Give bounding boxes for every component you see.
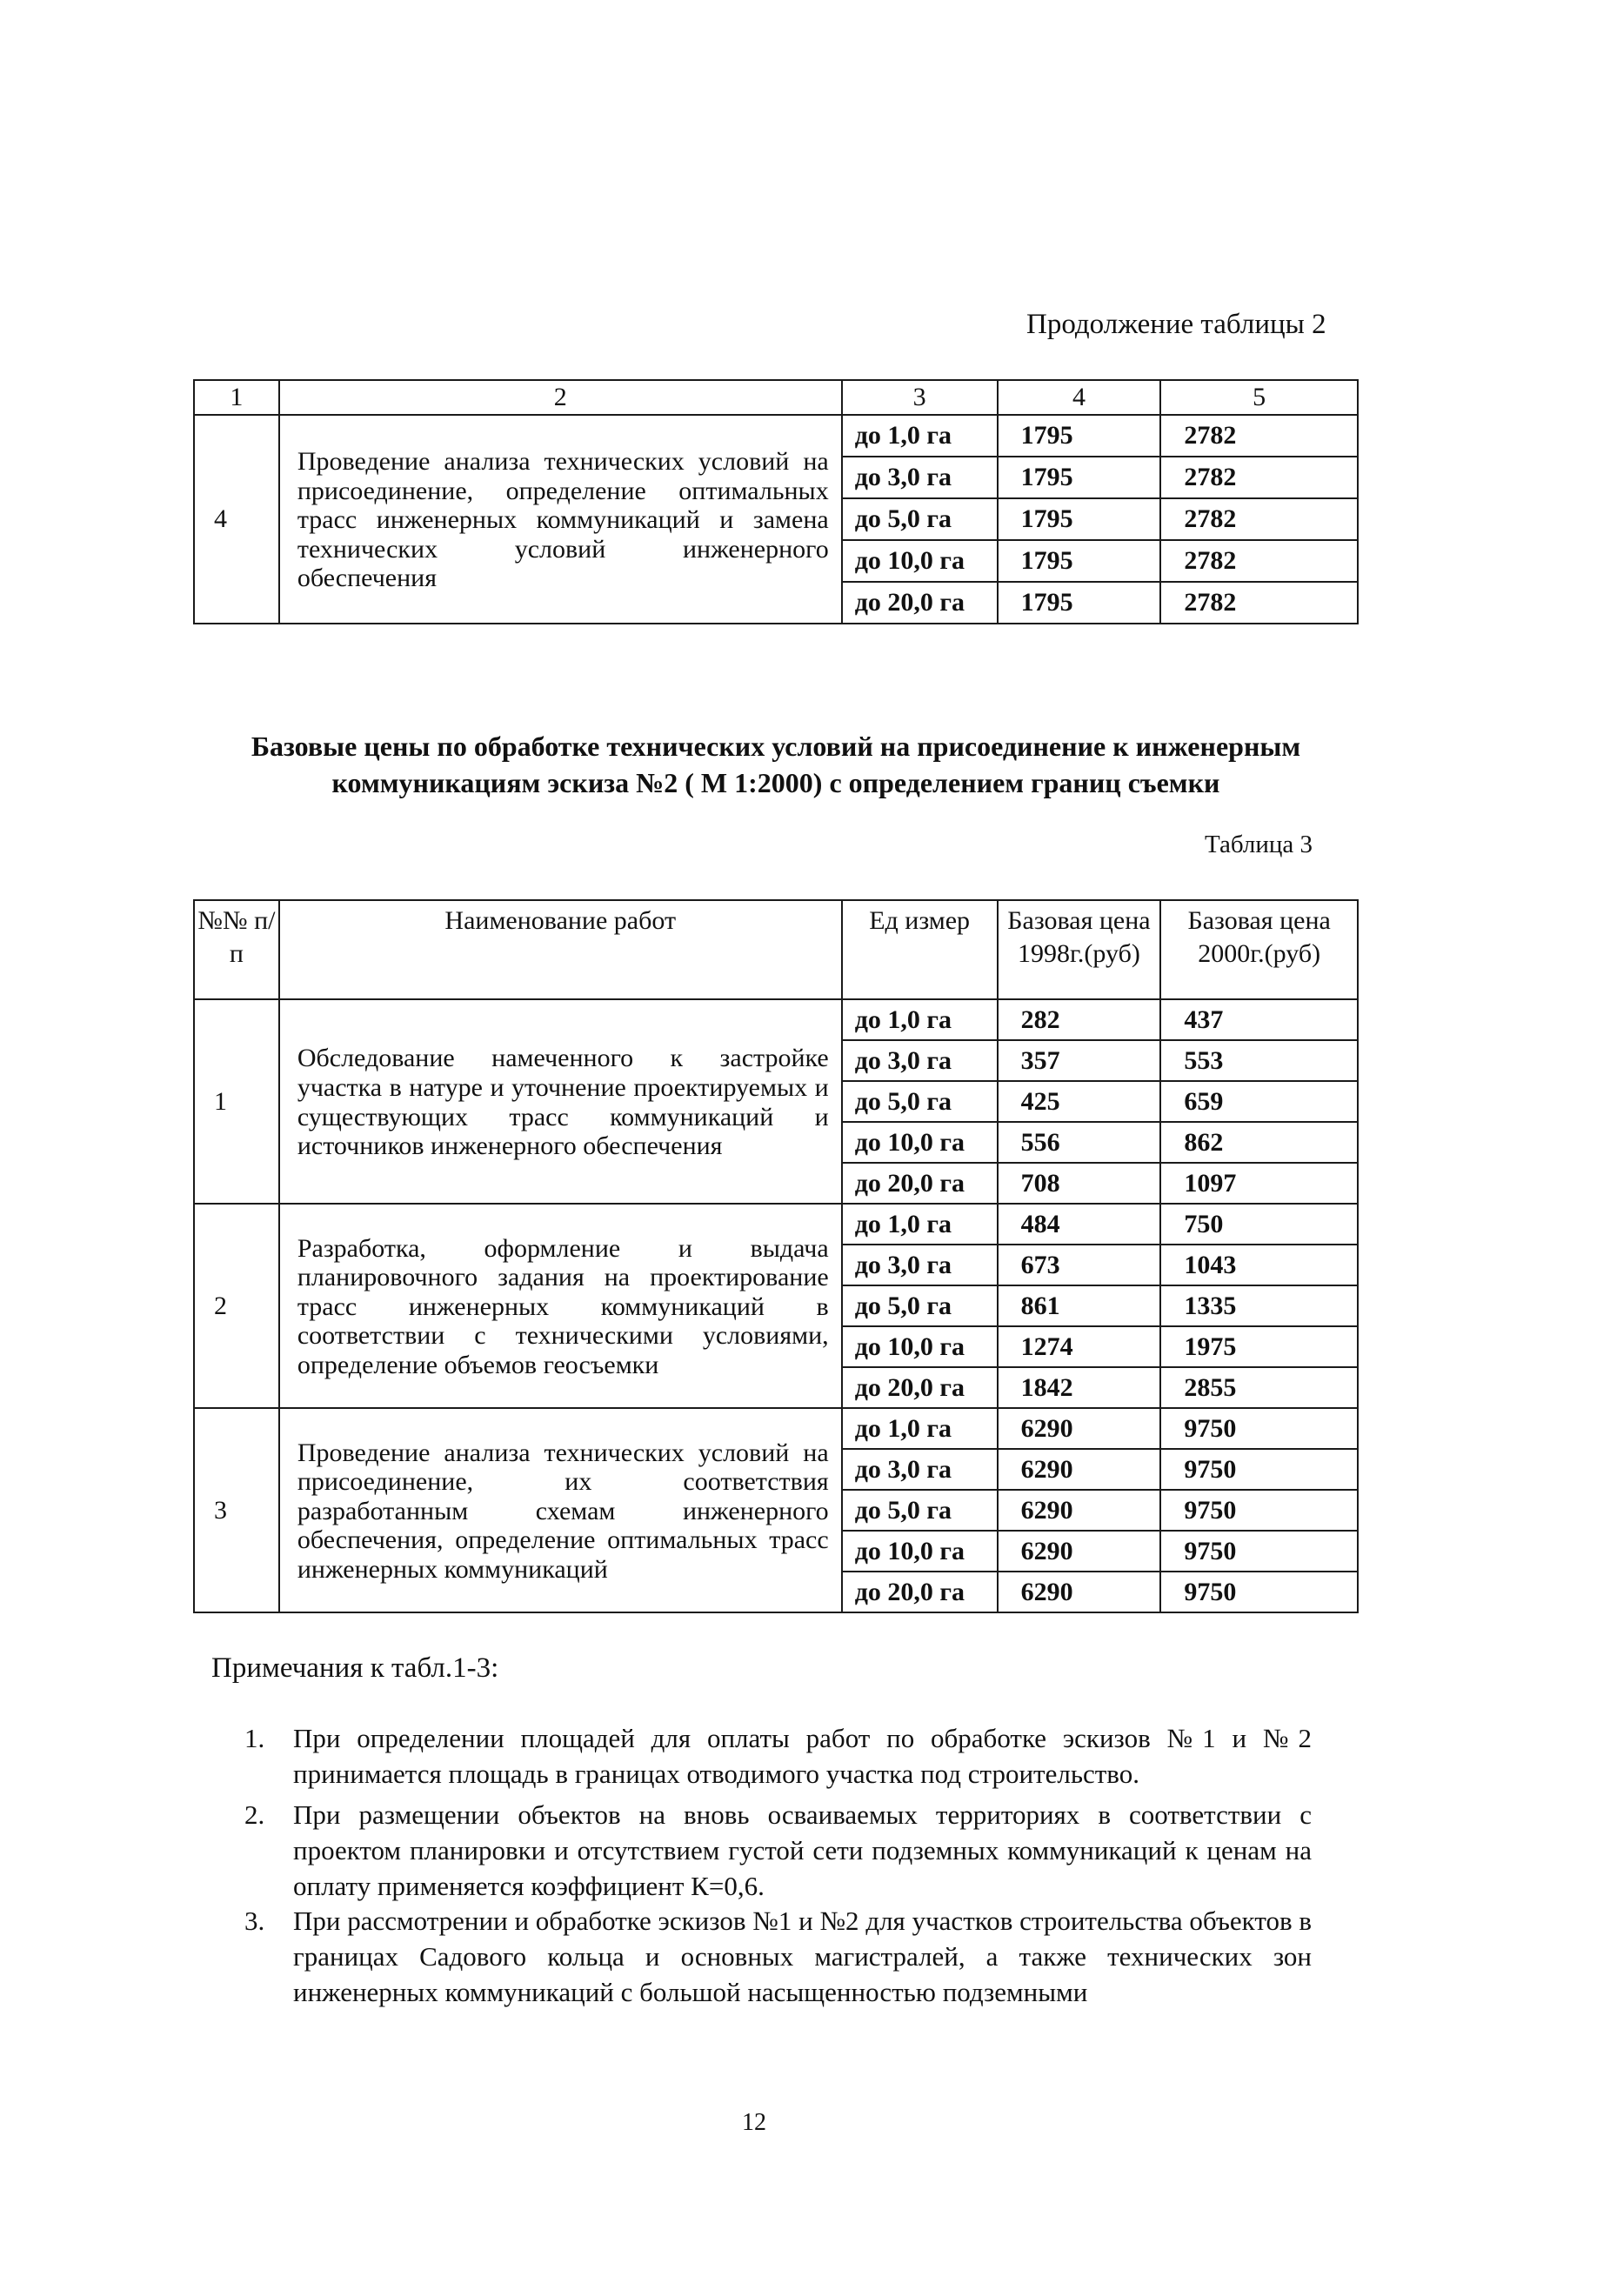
unit-cell: до 10,0 га bbox=[842, 1531, 998, 1572]
work-name: Проведение анализа технических условий на присоединение, определение оптимальных трасс инженерных коммуникаций и замена технических условий инженерного обеспечения bbox=[279, 415, 842, 624]
price-1998-cell: 6290 bbox=[998, 1490, 1161, 1531]
price-1998-cell: 1842 bbox=[998, 1367, 1161, 1408]
table-row bbox=[194, 999, 1358, 1040]
price-2000-cell: 659 bbox=[1160, 1081, 1358, 1122]
note-text: При рассмотрении и обработке эскизов №1 и №2 для участков строительства объектов в границах Садового кольца и основных магистралей, а также технических зон инженерных коммуникаций с большой насыщенностью подземными bbox=[293, 1906, 1312, 2008]
price-1998-cell: 708 bbox=[998, 1163, 1161, 1204]
price-2000-cell: 1043 bbox=[1160, 1245, 1358, 1285]
unit-cell: до 20,0 га bbox=[842, 1572, 998, 1612]
table-3 bbox=[193, 899, 1359, 1613]
price-2000-cell: 1335 bbox=[1160, 1285, 1358, 1326]
price-2000-cell: 1975 bbox=[1160, 1326, 1358, 1367]
price-2000-cell: 9750 bbox=[1160, 1572, 1358, 1612]
price-2000-cell: 2782 bbox=[1160, 540, 1358, 582]
unit-cell: до 5,0 га bbox=[842, 498, 998, 540]
price-1998-cell: 6290 bbox=[998, 1572, 1161, 1612]
unit-cell: до 20,0 га bbox=[842, 1163, 998, 1204]
row-number: 3 bbox=[194, 1408, 279, 1612]
table-header-row bbox=[194, 380, 1358, 415]
price-2000-cell: 2782 bbox=[1160, 415, 1358, 457]
table-row bbox=[194, 1408, 1358, 1449]
price-1998-cell: 1274 bbox=[998, 1326, 1161, 1367]
row-number: 2 bbox=[194, 1204, 279, 1408]
price-1998-cell: 861 bbox=[998, 1285, 1161, 1326]
price-1998-cell: 357 bbox=[998, 1040, 1161, 1081]
price-2000-cell: 2782 bbox=[1160, 582, 1358, 624]
header-cell: 4 bbox=[998, 380, 1161, 415]
note-item bbox=[246, 1903, 1312, 2011]
section-title: Базовые цены по обработке технических условий на присоединение к инженерным коммуникациям эскиза №2 ( М 1:2000) с определением границ съемки bbox=[251, 731, 1301, 798]
note-number: 2. bbox=[244, 1799, 265, 1830]
unit-cell: до 1,0 га bbox=[842, 415, 998, 457]
price-1998-cell: 1795 bbox=[998, 415, 1161, 457]
unit-cell: до 5,0 га bbox=[842, 1285, 998, 1326]
price-1998-cell: 484 bbox=[998, 1204, 1161, 1245]
header-unit: Ед измер bbox=[842, 900, 998, 999]
note-item bbox=[246, 1720, 1312, 1792]
unit-cell: до 3,0 га bbox=[842, 1245, 998, 1285]
price-2000-cell: 2782 bbox=[1160, 498, 1358, 540]
price-2000-cell: 9750 bbox=[1160, 1449, 1358, 1490]
unit-cell: до 1,0 га bbox=[842, 999, 998, 1040]
header-price-1998: Базовая цена 1998г.(руб) bbox=[998, 900, 1161, 999]
notes-title: Примечания к табл.1-3: bbox=[211, 1652, 499, 1684]
unit-cell: до 3,0 га bbox=[842, 457, 998, 498]
unit-cell: до 10,0 га bbox=[842, 1326, 998, 1367]
unit-cell: до 1,0 га bbox=[842, 1408, 998, 1449]
unit-cell: до 20,0 га bbox=[842, 582, 998, 624]
header-num: №№ п/п bbox=[194, 900, 279, 999]
work-name: Разработка, оформление и выдача планировочного задания на проектирование трасс инженерных коммуникаций в соответствии с техническими условиями, определение объемов геосъемки bbox=[279, 1204, 842, 1408]
header-name: Наименование работ bbox=[279, 900, 842, 999]
note-text: При определении площадей для оплаты работ по обработке эскизов №1 и №2 принимается площадь в границах отводимого участка под строительство. bbox=[293, 1723, 1312, 1790]
price-1998-cell: 425 bbox=[998, 1081, 1161, 1122]
table-row bbox=[194, 415, 1358, 457]
price-1998-cell: 282 bbox=[998, 999, 1161, 1040]
price-2000-cell: 1097 bbox=[1160, 1163, 1358, 1204]
price-1998-cell: 6290 bbox=[998, 1449, 1161, 1490]
price-2000-cell: 9750 bbox=[1160, 1490, 1358, 1531]
table-header-row bbox=[194, 900, 1358, 999]
header-cell: 5 bbox=[1160, 380, 1358, 415]
table-2-continuation bbox=[193, 379, 1359, 624]
price-1998-cell: 556 bbox=[998, 1122, 1161, 1163]
price-1998-cell: 1795 bbox=[998, 498, 1161, 540]
note-item bbox=[246, 1797, 1312, 1905]
row-number: 4 bbox=[194, 415, 279, 624]
unit-cell: до 3,0 га bbox=[842, 1449, 998, 1490]
header-cell: 2 bbox=[279, 380, 842, 415]
table-row bbox=[194, 1204, 1358, 1245]
unit-cell: до 10,0 га bbox=[842, 1122, 998, 1163]
price-2000-cell: 437 bbox=[1160, 999, 1358, 1040]
price-1998-cell: 1795 bbox=[998, 582, 1161, 624]
price-2000-cell: 2782 bbox=[1160, 457, 1358, 498]
work-name: Проведение анализа технических условий на присоединение, их соответствия разработанным схемам инженерного обеспечения, определение оптимальных трасс инженерных коммуникаций bbox=[279, 1408, 842, 1612]
table-3-label: Таблица 3 bbox=[1205, 831, 1313, 858]
price-1998-cell: 6290 bbox=[998, 1531, 1161, 1572]
header-cell: 1 bbox=[194, 380, 279, 415]
price-2000-cell: 553 bbox=[1160, 1040, 1358, 1081]
price-2000-cell: 9750 bbox=[1160, 1531, 1358, 1572]
note-text: При размещении объектов на вновь осваиваемых территориях в соответствии с проектом планировки и отсутствием густой сети подземных коммуникаций к ценам на оплату применяется коэффициент К=0,6. bbox=[293, 1799, 1312, 1902]
note-number: 1. bbox=[244, 1723, 265, 1753]
price-2000-cell: 862 bbox=[1160, 1122, 1358, 1163]
page-number: 12 bbox=[742, 2109, 766, 2136]
table-continuation-caption: Продолжение таблицы 2 bbox=[1026, 309, 1326, 340]
header-cell: 3 bbox=[842, 380, 998, 415]
price-2000-cell: 9750 bbox=[1160, 1408, 1358, 1449]
price-2000-cell: 750 bbox=[1160, 1204, 1358, 1245]
price-1998-cell: 6290 bbox=[998, 1408, 1161, 1449]
row-number: 1 bbox=[194, 999, 279, 1204]
unit-cell: до 5,0 га bbox=[842, 1081, 998, 1122]
unit-cell: до 20,0 га bbox=[842, 1367, 998, 1408]
price-1998-cell: 1795 bbox=[998, 540, 1161, 582]
work-name: Обследование намеченного к застройке участка в натуре и уточнение проектируемых и существующих трасс коммуникаций и источников инженерного обеспечения bbox=[279, 999, 842, 1204]
note-number: 3. bbox=[244, 1906, 265, 1936]
price-1998-cell: 673 bbox=[998, 1245, 1161, 1285]
unit-cell: до 5,0 га bbox=[842, 1490, 998, 1531]
unit-cell: до 1,0 га bbox=[842, 1204, 998, 1245]
unit-cell: до 10,0 га bbox=[842, 540, 998, 582]
unit-cell: до 3,0 га bbox=[842, 1040, 998, 1081]
header-price-2000: Базовая цена 2000г.(руб) bbox=[1160, 900, 1358, 999]
price-2000-cell: 2855 bbox=[1160, 1367, 1358, 1408]
price-1998-cell: 1795 bbox=[998, 457, 1161, 498]
